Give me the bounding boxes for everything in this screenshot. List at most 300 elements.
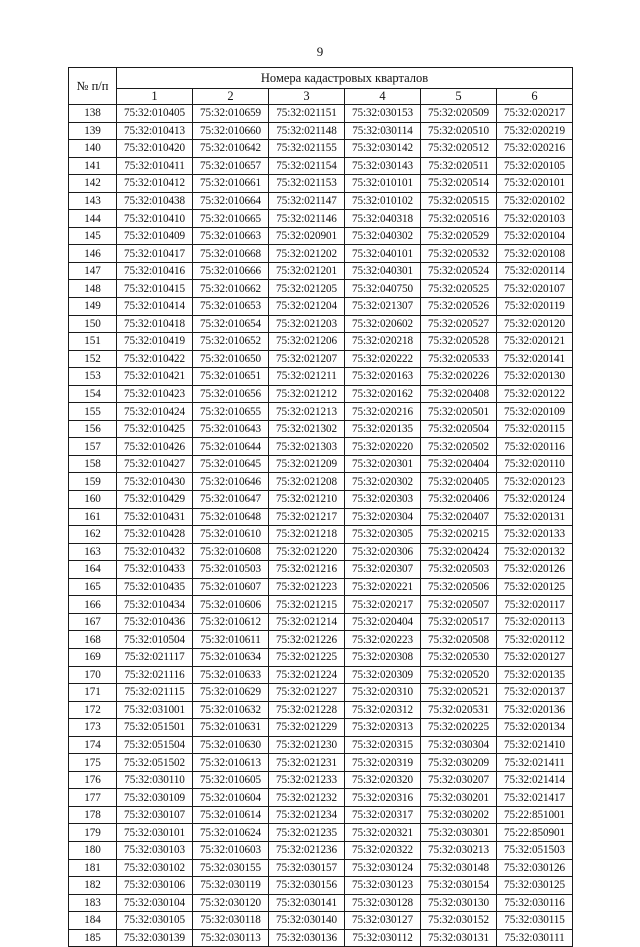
cadastral-number-cell: 75:32:010434 bbox=[117, 596, 193, 614]
cadastral-number-cell: 75:32:020404 bbox=[421, 455, 497, 473]
row-number-cell: 160 bbox=[69, 491, 117, 509]
cadastral-number-cell: 75:32:020132 bbox=[497, 543, 573, 561]
cadastral-number-cell: 75:32:020218 bbox=[345, 333, 421, 351]
cadastral-number-cell: 75:32:021148 bbox=[269, 122, 345, 140]
cadastral-number-cell: 75:32:010425 bbox=[117, 420, 193, 438]
row-number-cell: 170 bbox=[69, 666, 117, 684]
cadastral-number-cell: 75:32:010668 bbox=[193, 245, 269, 263]
cadastral-number-cell: 75:32:020216 bbox=[345, 403, 421, 421]
cadastral-number-cell: 75:32:030115 bbox=[497, 912, 573, 930]
cadastral-number-cell: 75:32:030154 bbox=[421, 877, 497, 895]
cadastral-number-cell: 75:32:030141 bbox=[269, 894, 345, 912]
row-number-cell: 145 bbox=[69, 227, 117, 245]
column-number: 2 bbox=[193, 89, 269, 105]
cadastral-number-cell: 75:32:021207 bbox=[269, 350, 345, 368]
cadastral-number-cell: 75:32:010642 bbox=[193, 140, 269, 158]
cadastral-number-cell: 75:32:030213 bbox=[421, 841, 497, 859]
cadastral-number-cell: 75:32:020162 bbox=[345, 385, 421, 403]
cadastral-number-cell: 75:32:030112 bbox=[345, 929, 421, 947]
cadastral-number-cell: 75:32:010412 bbox=[117, 175, 193, 193]
cadastral-number-cell: 75:32:021232 bbox=[269, 789, 345, 807]
table-row bbox=[69, 122, 573, 140]
cadastral-number-cell: 75:32:021234 bbox=[269, 806, 345, 824]
column-number: 6 bbox=[497, 89, 573, 105]
cadastral-number-cell: 75:32:020408 bbox=[421, 385, 497, 403]
cadastral-number-cell: 75:32:020102 bbox=[497, 192, 573, 210]
cadastral-number-cell: 75:32:010608 bbox=[193, 543, 269, 561]
cadastral-number-cell: 75:32:020520 bbox=[421, 666, 497, 684]
cadastral-number-cell: 75:32:020131 bbox=[497, 508, 573, 526]
table-row bbox=[69, 227, 573, 245]
table-row bbox=[69, 526, 573, 544]
cadastral-number-cell: 75:32:020506 bbox=[421, 578, 497, 596]
table-row bbox=[69, 175, 573, 193]
row-number-cell: 150 bbox=[69, 315, 117, 333]
cadastral-number-cell: 75:32:051503 bbox=[497, 841, 573, 859]
cadastral-number-cell: 75:32:030153 bbox=[345, 105, 421, 123]
cadastral-number-cell: 75:32:010430 bbox=[117, 473, 193, 491]
row-number-cell: 144 bbox=[69, 210, 117, 228]
cadastral-number-cell: 75:32:021201 bbox=[269, 262, 345, 280]
cadastral-number-cell: 75:32:021209 bbox=[269, 455, 345, 473]
cadastral-number-cell: 75:32:010610 bbox=[193, 526, 269, 544]
row-number-cell: 168 bbox=[69, 631, 117, 649]
row-number-cell: 151 bbox=[69, 333, 117, 351]
cadastral-number-cell: 75:32:010650 bbox=[193, 350, 269, 368]
cadastral-number-cell: 75:32:021223 bbox=[269, 578, 345, 596]
cadastral-number-cell: 75:32:030209 bbox=[421, 754, 497, 772]
cadastral-number-cell: 75:32:030201 bbox=[421, 789, 497, 807]
cadastral-number-cell: 75:32:010665 bbox=[193, 210, 269, 228]
cadastral-number-cell: 75:32:021235 bbox=[269, 824, 345, 842]
cadastral-number-cell: 75:32:020515 bbox=[421, 192, 497, 210]
table-row bbox=[69, 385, 573, 403]
cadastral-number-cell: 75:32:020404 bbox=[345, 613, 421, 631]
cadastral-number-cell: 75:32:010504 bbox=[117, 631, 193, 649]
cadastral-number-cell: 75:32:010645 bbox=[193, 455, 269, 473]
row-number-cell: 139 bbox=[69, 122, 117, 140]
cadastral-number-cell: 75:32:020509 bbox=[421, 105, 497, 123]
cadastral-number-cell: 75:32:010634 bbox=[193, 648, 269, 666]
row-number-cell: 185 bbox=[69, 929, 117, 947]
cadastral-number-cell: 75:32:010612 bbox=[193, 613, 269, 631]
table-row bbox=[69, 824, 573, 842]
row-number-cell: 182 bbox=[69, 877, 117, 895]
cadastral-number-cell: 75:32:021151 bbox=[269, 105, 345, 123]
cadastral-number-cell: 75:32:020406 bbox=[421, 491, 497, 509]
cadastral-number-cell: 75:32:010410 bbox=[117, 210, 193, 228]
cadastral-number-cell: 75:32:030207 bbox=[421, 771, 497, 789]
cadastral-number-cell: 75:32:010429 bbox=[117, 491, 193, 509]
cadastral-number-cell: 75:32:020216 bbox=[497, 140, 573, 158]
row-number-cell: 161 bbox=[69, 508, 117, 526]
row-number-cell: 149 bbox=[69, 298, 117, 316]
cadastral-number-cell: 75:32:040750 bbox=[345, 280, 421, 298]
cadastral-number-cell: 75:32:021411 bbox=[497, 754, 573, 772]
cadastral-number-cell: 75:32:020124 bbox=[497, 491, 573, 509]
cadastral-number-cell: 75:32:020529 bbox=[421, 227, 497, 245]
cadastral-number-cell: 75:32:030109 bbox=[117, 789, 193, 807]
cadastral-number-cell: 75:32:030104 bbox=[117, 894, 193, 912]
cadastral-number-cell: 75:32:010405 bbox=[117, 105, 193, 123]
row-number-cell: 148 bbox=[69, 280, 117, 298]
cadastral-number-cell: 75:32:020309 bbox=[345, 666, 421, 684]
cadastral-number-cell: 75:32:020306 bbox=[345, 543, 421, 561]
cadastral-number-cell: 75:32:021225 bbox=[269, 648, 345, 666]
cadastral-number-cell: 75:32:020219 bbox=[497, 122, 573, 140]
cadastral-number-cell: 75:32:021203 bbox=[269, 315, 345, 333]
cadastral-number-cell: 75:32:010651 bbox=[193, 368, 269, 386]
cadastral-number-cell: 75:32:020308 bbox=[345, 648, 421, 666]
cadastral-number-cell: 75:32:030102 bbox=[117, 859, 193, 877]
cadastral-number-cell: 75:32:020105 bbox=[497, 157, 573, 175]
row-number-cell: 153 bbox=[69, 368, 117, 386]
cadastral-number-cell: 75:32:021212 bbox=[269, 385, 345, 403]
cadastral-number-cell: 75:32:020901 bbox=[269, 227, 345, 245]
cadastral-number-cell: 75:32:020313 bbox=[345, 719, 421, 737]
cadastral-number-cell: 75:32:021410 bbox=[497, 736, 573, 754]
cadastral-number-cell: 75:32:020532 bbox=[421, 245, 497, 263]
cadastral-number-cell: 75:32:020504 bbox=[421, 420, 497, 438]
cadastral-number-cell: 75:32:030118 bbox=[193, 912, 269, 930]
row-number-cell: 157 bbox=[69, 438, 117, 456]
cadastral-number-cell: 75:32:020510 bbox=[421, 122, 497, 140]
cadastral-number-cell: 75:32:021220 bbox=[269, 543, 345, 561]
row-number-cell: 159 bbox=[69, 473, 117, 491]
table-row bbox=[69, 420, 573, 438]
cadastral-number-cell: 75:32:020226 bbox=[421, 368, 497, 386]
cadastral-number-cell: 75:32:020221 bbox=[345, 578, 421, 596]
cadastral-number-cell: 75:32:030202 bbox=[421, 806, 497, 824]
table-row bbox=[69, 508, 573, 526]
cadastral-number-cell: 75:32:010666 bbox=[193, 262, 269, 280]
cadastral-number-cell: 75:32:021214 bbox=[269, 613, 345, 631]
cadastral-number-cell: 75:32:020114 bbox=[497, 262, 573, 280]
cadastral-number-cell: 75:32:030301 bbox=[421, 824, 497, 842]
cadastral-number-cell: 75:32:010102 bbox=[345, 192, 421, 210]
row-number-cell: 152 bbox=[69, 350, 117, 368]
cadastral-number-cell: 75:32:010629 bbox=[193, 684, 269, 702]
row-number-cell: 176 bbox=[69, 771, 117, 789]
cadastral-number-cell: 75:32:020602 bbox=[345, 315, 421, 333]
cadastral-number-cell: 75:32:010630 bbox=[193, 736, 269, 754]
cadastral-number-cell: 75:32:010417 bbox=[117, 245, 193, 263]
cadastral-number-cell: 75:32:030152 bbox=[421, 912, 497, 930]
cadastral-number-cell: 75:32:010643 bbox=[193, 420, 269, 438]
table-row bbox=[69, 561, 573, 579]
table-row bbox=[69, 157, 573, 175]
cadastral-number-cell: 75:32:020301 bbox=[345, 455, 421, 473]
table-row bbox=[69, 912, 573, 930]
cadastral-number-cell: 75:32:010647 bbox=[193, 491, 269, 509]
cadastral-number-cell: 75:32:010611 bbox=[193, 631, 269, 649]
cadastral-number-cell: 75:32:010409 bbox=[117, 227, 193, 245]
cadastral-number-cell: 75:32:030128 bbox=[345, 894, 421, 912]
column-number: 4 bbox=[345, 89, 421, 105]
cadastral-number-cell: 75:32:020315 bbox=[345, 736, 421, 754]
table-row bbox=[69, 210, 573, 228]
cadastral-number-cell: 75:32:021153 bbox=[269, 175, 345, 193]
table-row bbox=[69, 613, 573, 631]
row-number-cell: 179 bbox=[69, 824, 117, 842]
table-row bbox=[69, 578, 573, 596]
cadastral-number-cell: 75:32:010644 bbox=[193, 438, 269, 456]
row-number-cell: 143 bbox=[69, 192, 117, 210]
cadastral-number-cell: 75:32:021115 bbox=[117, 684, 193, 702]
row-number-header: № п/п bbox=[69, 68, 117, 105]
cadastral-number-cell: 75:32:020533 bbox=[421, 350, 497, 368]
row-number-cell: 183 bbox=[69, 894, 117, 912]
cadastral-number-cell: 75:32:020322 bbox=[345, 841, 421, 859]
cadastral-number-cell: 75:32:010415 bbox=[117, 280, 193, 298]
cadastral-number-cell: 75:32:010631 bbox=[193, 719, 269, 737]
table-row bbox=[69, 368, 573, 386]
table-row bbox=[69, 631, 573, 649]
table-row bbox=[69, 806, 573, 824]
table-row bbox=[69, 877, 573, 895]
table-row bbox=[69, 438, 573, 456]
table-row bbox=[69, 841, 573, 859]
cadastral-number-cell: 75:32:020517 bbox=[421, 613, 497, 631]
cadastral-number-cell: 75:32:010607 bbox=[193, 578, 269, 596]
cadastral-number-cell: 75:32:010411 bbox=[117, 157, 193, 175]
table-row bbox=[69, 333, 573, 351]
row-number-cell: 146 bbox=[69, 245, 117, 263]
table-row bbox=[69, 262, 573, 280]
cadastral-number-cell: 75:32:010659 bbox=[193, 105, 269, 123]
cadastral-number-cell: 75:32:020312 bbox=[345, 701, 421, 719]
cadastral-number-cell: 75:32:010652 bbox=[193, 333, 269, 351]
table-row bbox=[69, 140, 573, 158]
table-row bbox=[69, 648, 573, 666]
cadastral-number-cell: 75:32:020304 bbox=[345, 508, 421, 526]
cadastral-number-cell: 75:32:020104 bbox=[497, 227, 573, 245]
row-number-cell: 181 bbox=[69, 859, 117, 877]
table-row bbox=[69, 192, 573, 210]
cadastral-number-cell: 75:32:021202 bbox=[269, 245, 345, 263]
table-row bbox=[69, 894, 573, 912]
cadastral-number-cell: 75:32:010101 bbox=[345, 175, 421, 193]
cadastral-number-cell: 75:32:010655 bbox=[193, 403, 269, 421]
cadastral-number-cell: 75:32:020134 bbox=[497, 719, 573, 737]
cadastral-number-cell: 75:32:020407 bbox=[421, 508, 497, 526]
cadastral-number-cell: 75:32:020223 bbox=[345, 631, 421, 649]
cadastral-number-cell: 75:32:020514 bbox=[421, 175, 497, 193]
cadastral-number-cell: 75:32:010604 bbox=[193, 789, 269, 807]
cadastral-number-cell: 75:32:010613 bbox=[193, 754, 269, 772]
cadastral-number-cell: 75:32:020303 bbox=[345, 491, 421, 509]
cadastral-number-cell: 75:32:020217 bbox=[345, 596, 421, 614]
cadastral-number-cell: 75:32:010413 bbox=[117, 122, 193, 140]
cadastral-number-cell: 75:32:030103 bbox=[117, 841, 193, 859]
cadastral-number-cell: 75:32:021229 bbox=[269, 719, 345, 737]
cadastral-number-cell: 75:32:021204 bbox=[269, 298, 345, 316]
row-number-cell: 140 bbox=[69, 140, 117, 158]
cadastral-number-cell: 75:32:021231 bbox=[269, 754, 345, 772]
cadastral-number-cell: 75:32:020133 bbox=[497, 526, 573, 544]
cadastral-number-cell: 75:32:051504 bbox=[117, 736, 193, 754]
cadastral-number-cell: 75:32:020526 bbox=[421, 298, 497, 316]
table-body bbox=[69, 105, 573, 947]
cadastral-number-cell: 75:32:021146 bbox=[269, 210, 345, 228]
table-row bbox=[69, 789, 573, 807]
cadastral-number-cell: 75:32:010418 bbox=[117, 315, 193, 333]
cadastral-number-cell: 75:32:010432 bbox=[117, 543, 193, 561]
cadastral-number-cell: 75:32:021117 bbox=[117, 648, 193, 666]
cadastral-number-cell: 75:32:030107 bbox=[117, 806, 193, 824]
cadastral-number-cell: 75:32:030155 bbox=[193, 859, 269, 877]
cadastral-number-cell: 75:32:021307 bbox=[345, 298, 421, 316]
row-number-cell: 156 bbox=[69, 420, 117, 438]
table-row bbox=[69, 280, 573, 298]
cadastral-number-cell: 75:32:020225 bbox=[421, 719, 497, 737]
cadastral-number-cell: 75:32:030139 bbox=[117, 929, 193, 947]
cadastral-number-cell: 75:32:040101 bbox=[345, 245, 421, 263]
cadastral-number-cell: 75:32:021155 bbox=[269, 140, 345, 158]
row-number-cell: 141 bbox=[69, 157, 117, 175]
cadastral-number-cell: 75:32:020305 bbox=[345, 526, 421, 544]
row-number-cell: 154 bbox=[69, 385, 117, 403]
table-row bbox=[69, 315, 573, 333]
cadastral-number-cell: 75:32:020511 bbox=[421, 157, 497, 175]
cadastral-number-cell: 75:32:040301 bbox=[345, 262, 421, 280]
cadastral-number-cell: 75:32:030131 bbox=[421, 929, 497, 947]
cadastral-number-cell: 75:32:020137 bbox=[497, 684, 573, 702]
cadastral-number-cell: 75:32:030148 bbox=[421, 859, 497, 877]
table-row bbox=[69, 929, 573, 947]
cadastral-number-cell: 75:32:030123 bbox=[345, 877, 421, 895]
cadastral-quarters-table bbox=[68, 67, 573, 947]
table-row bbox=[69, 771, 573, 789]
cadastral-number-cell: 75:32:030143 bbox=[345, 157, 421, 175]
cadastral-number-cell: 75:32:021208 bbox=[269, 473, 345, 491]
cadastral-number-cell: 75:32:010419 bbox=[117, 333, 193, 351]
cadastral-number-cell: 75:32:010605 bbox=[193, 771, 269, 789]
cadastral-number-cell: 75:32:021205 bbox=[269, 280, 345, 298]
cadastral-number-cell: 75:32:020502 bbox=[421, 438, 497, 456]
cadastral-number-cell: 75:32:021224 bbox=[269, 666, 345, 684]
cadastral-number-cell: 75:32:021233 bbox=[269, 771, 345, 789]
cadastral-number-cell: 75:32:030105 bbox=[117, 912, 193, 930]
cadastral-number-cell: 75:32:020121 bbox=[497, 333, 573, 351]
table-row bbox=[69, 719, 573, 737]
cadastral-number-cell: 75:32:030119 bbox=[193, 877, 269, 895]
cadastral-number-cell: 75:32:020122 bbox=[497, 385, 573, 403]
cadastral-number-cell: 75:32:020136 bbox=[497, 701, 573, 719]
cadastral-number-cell: 75:32:020217 bbox=[497, 105, 573, 123]
row-number-cell: 171 bbox=[69, 684, 117, 702]
cadastral-number-cell: 75:32:051502 bbox=[117, 754, 193, 772]
cadastral-number-cell: 75:32:030142 bbox=[345, 140, 421, 158]
row-number-cell: 162 bbox=[69, 526, 117, 544]
column-number-row bbox=[69, 89, 573, 105]
cadastral-number-cell: 75:32:030125 bbox=[497, 877, 573, 895]
cadastral-number-cell: 75:32:020321 bbox=[345, 824, 421, 842]
cadastral-number-cell: 75:32:010431 bbox=[117, 508, 193, 526]
row-number-cell: 165 bbox=[69, 578, 117, 596]
cadastral-number-cell: 75:32:010664 bbox=[193, 192, 269, 210]
cadastral-number-cell: 75:32:010420 bbox=[117, 140, 193, 158]
cadastral-number-cell: 75:32:021218 bbox=[269, 526, 345, 544]
cadastral-number-cell: 75:32:030156 bbox=[269, 877, 345, 895]
cadastral-number-cell: 75:32:030101 bbox=[117, 824, 193, 842]
cadastral-number-cell: 75:32:021147 bbox=[269, 192, 345, 210]
cadastral-number-cell: 75:32:020302 bbox=[345, 473, 421, 491]
cadastral-number-cell: 75:32:030157 bbox=[269, 859, 345, 877]
cadastral-number-cell: 75:32:020530 bbox=[421, 648, 497, 666]
cadastral-number-cell: 75:32:020103 bbox=[497, 210, 573, 228]
table-row bbox=[69, 105, 573, 123]
cadastral-number-cell: 75:32:020524 bbox=[421, 262, 497, 280]
table-row bbox=[69, 684, 573, 702]
table-row bbox=[69, 298, 573, 316]
row-number-cell: 138 bbox=[69, 105, 117, 123]
cadastral-number-cell: 75:32:010660 bbox=[193, 122, 269, 140]
cadastral-number-cell: 75:32:010653 bbox=[193, 298, 269, 316]
cadastral-number-cell: 75:32:010414 bbox=[117, 298, 193, 316]
table-row bbox=[69, 666, 573, 684]
cadastral-number-cell: 75:32:010422 bbox=[117, 350, 193, 368]
cadastral-number-cell: 75:32:010428 bbox=[117, 526, 193, 544]
cadastral-number-cell: 75:32:020112 bbox=[497, 631, 573, 649]
cadastral-number-cell: 75:32:020317 bbox=[345, 806, 421, 824]
table-row bbox=[69, 491, 573, 509]
cadastral-number-cell: 75:32:010614 bbox=[193, 806, 269, 824]
column-number: 5 bbox=[421, 89, 497, 105]
table-row bbox=[69, 543, 573, 561]
cadastral-number-cell: 75:32:030124 bbox=[345, 859, 421, 877]
cadastral-number-cell: 75:32:020320 bbox=[345, 771, 421, 789]
cadastral-number-cell: 75:32:021230 bbox=[269, 736, 345, 754]
cadastral-number-cell: 75:32:021116 bbox=[117, 666, 193, 684]
row-number-cell: 180 bbox=[69, 841, 117, 859]
row-number-cell: 167 bbox=[69, 613, 117, 631]
cadastral-number-cell: 75:32:020127 bbox=[497, 648, 573, 666]
cadastral-number-cell: 75:32:021227 bbox=[269, 684, 345, 702]
cadastral-number-cell: 75:32:020508 bbox=[421, 631, 497, 649]
cadastral-number-cell: 75:32:010416 bbox=[117, 262, 193, 280]
cadastral-number-cell: 75:32:030116 bbox=[497, 894, 573, 912]
cadastral-number-cell: 75:32:031001 bbox=[117, 701, 193, 719]
cadastral-number-cell: 75:32:030111 bbox=[497, 929, 573, 947]
cadastral-number-cell: 75:32:030136 bbox=[269, 929, 345, 947]
row-number-cell: 163 bbox=[69, 543, 117, 561]
cadastral-number-cell: 75:32:010435 bbox=[117, 578, 193, 596]
cadastral-number-cell: 75:32:020512 bbox=[421, 140, 497, 158]
cadastral-number-cell: 75:32:020521 bbox=[421, 684, 497, 702]
cadastral-number-cell: 75:32:020316 bbox=[345, 789, 421, 807]
cadastral-number-cell: 75:32:030120 bbox=[193, 894, 269, 912]
table-row bbox=[69, 455, 573, 473]
cadastral-numbers-header: Номера кадастровых кварталов bbox=[117, 68, 573, 89]
row-number-cell: 173 bbox=[69, 719, 117, 737]
cadastral-number-cell: 75:32:020113 bbox=[497, 613, 573, 631]
cadastral-number-cell: 75:32:020135 bbox=[345, 420, 421, 438]
cadastral-number-cell: 75:32:020141 bbox=[497, 350, 573, 368]
table-row bbox=[69, 596, 573, 614]
cadastral-number-cell: 75:32:010438 bbox=[117, 192, 193, 210]
column-number: 1 bbox=[117, 89, 193, 105]
table-row bbox=[69, 245, 573, 263]
cadastral-number-cell: 75:32:020101 bbox=[497, 175, 573, 193]
table-row bbox=[69, 859, 573, 877]
cadastral-number-cell: 75:32:020117 bbox=[497, 596, 573, 614]
column-number: 3 bbox=[269, 89, 345, 105]
row-number-cell: 174 bbox=[69, 736, 117, 754]
cadastral-number-cell: 75:32:010656 bbox=[193, 385, 269, 403]
cadastral-number-cell: 75:32:021216 bbox=[269, 561, 345, 579]
cadastral-number-cell: 75:32:010661 bbox=[193, 175, 269, 193]
